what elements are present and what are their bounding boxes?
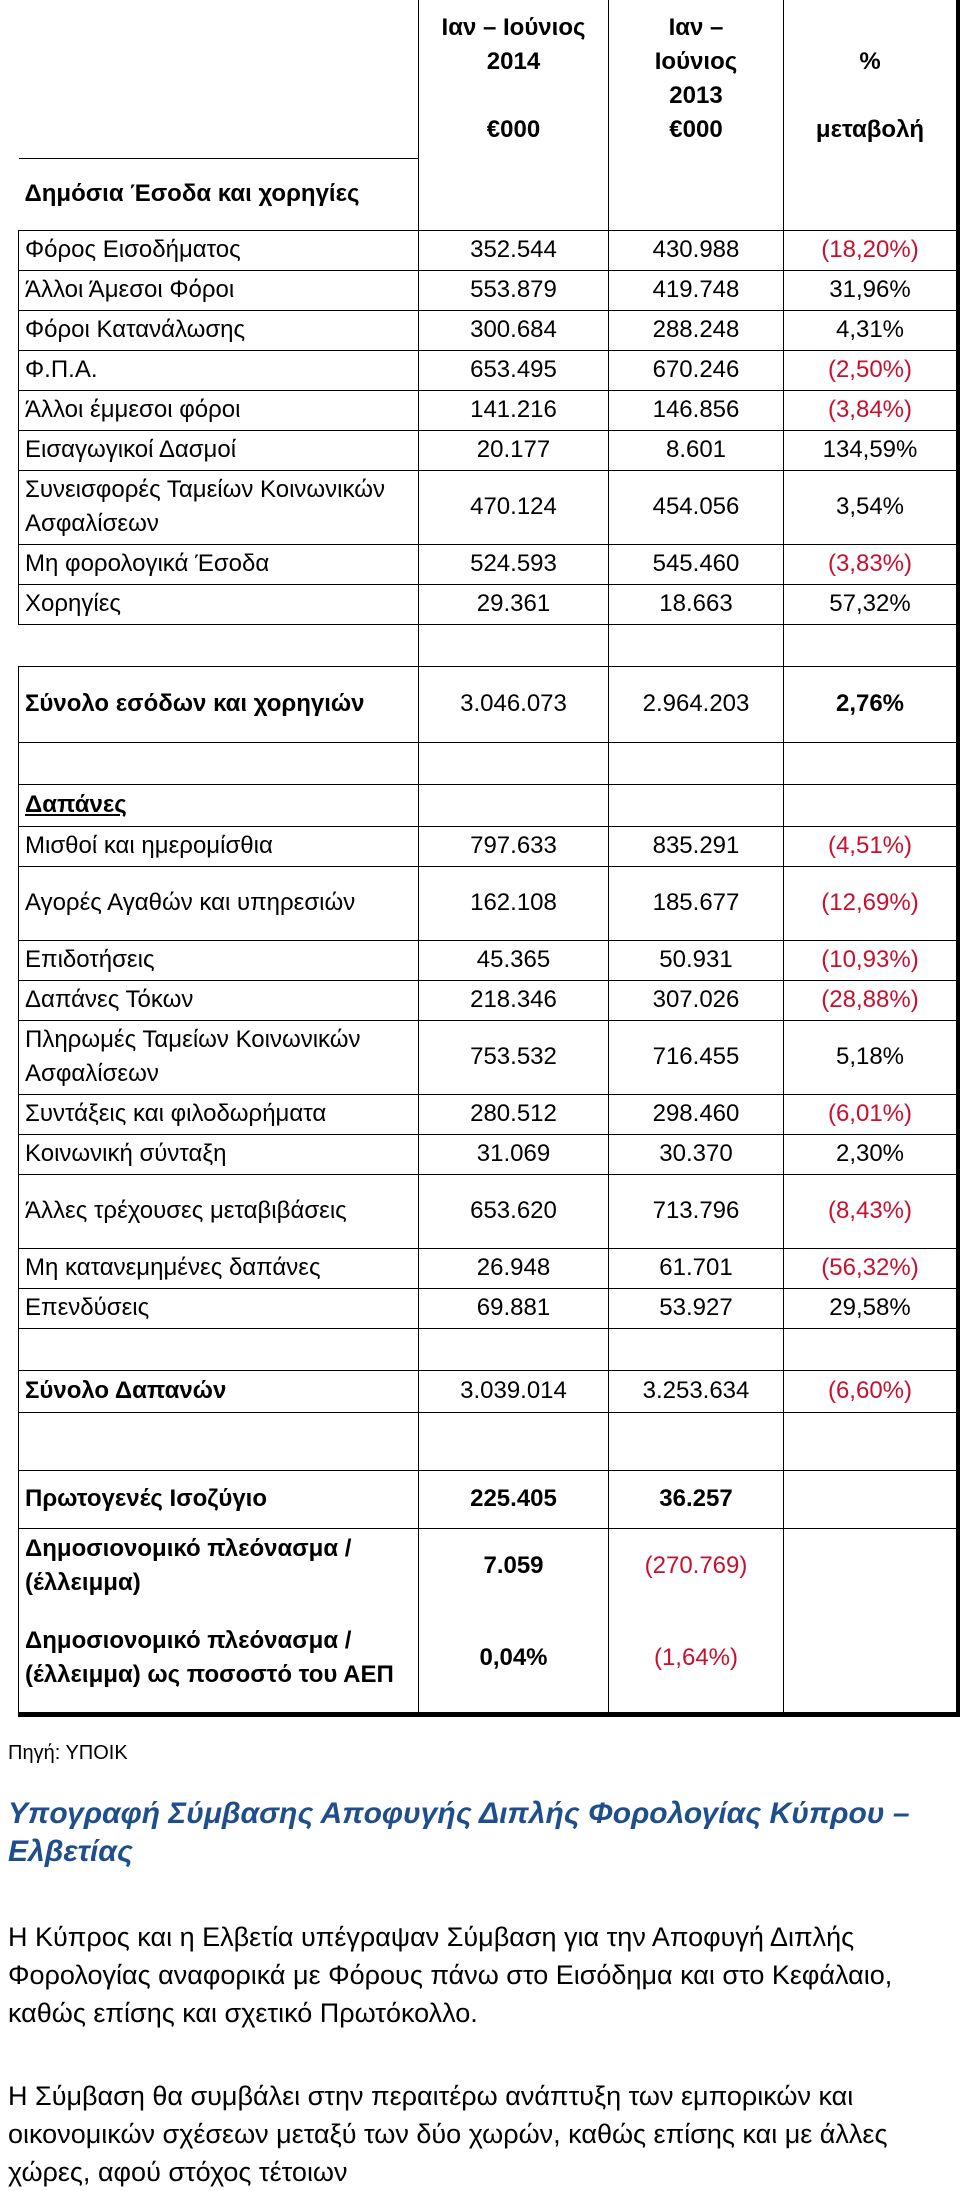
revenue-label: Φ.Π.Α. xyxy=(19,350,419,390)
revenue-change: (3,83%) xyxy=(784,544,959,584)
expenditure-y2013: 307.026 xyxy=(609,980,784,1020)
expenditure-y2014: 69.881 xyxy=(419,1288,609,1328)
expenditure-label: Επενδύσεις xyxy=(19,1288,419,1328)
revenue-label: Εισαγωγικοί Δασμοί xyxy=(19,430,419,470)
primary-balance-row: Πρωτογενές Ισοζύγιο 225.405 36.257 xyxy=(19,1470,959,1528)
expenditure-y2014: 218.346 xyxy=(419,980,609,1020)
revenue-label: Φόροι Κατανάλωσης xyxy=(19,310,419,350)
revenue-row xyxy=(19,584,959,624)
revenue-change: 3,54% xyxy=(784,470,959,544)
expenditure-change: (6,01%) xyxy=(784,1094,959,1134)
revenue-row xyxy=(19,430,959,470)
revenue-label: Φόρος Εισοδήματος xyxy=(19,230,419,270)
expenditure-row xyxy=(19,1094,959,1134)
section-title: Υπογραφή Σύμβασης Αποφυγής Διπλής Φορολογίας Κύπρου – Ελβετίας xyxy=(8,1797,910,1868)
expenditure-row xyxy=(19,1288,959,1328)
revenue-row xyxy=(19,310,959,350)
expenditure-change: (10,93%) xyxy=(784,940,959,980)
revenue-y2014: 470.124 xyxy=(419,470,609,544)
revenue-change: (3,84%) xyxy=(784,390,959,430)
revenue-total-row: Σύνολο εσόδων και χορηγιών 3.046.073 2.964.203 2,76% xyxy=(19,666,959,742)
revenue-y2013: 430.988 xyxy=(609,230,784,270)
revenue-y2014: 553.879 xyxy=(419,270,609,310)
revenue-change: 134,59% xyxy=(784,430,959,470)
revenue-label: Συνεισφορές Ταμείων Κοινωνικών Ασφαλίσεων xyxy=(19,470,419,544)
revenue-y2014: 352.544 xyxy=(419,230,609,270)
header-change: % μεταβολή xyxy=(784,0,959,158)
revenue-y2014: 524.593 xyxy=(419,544,609,584)
revenue-change: (18,20%) xyxy=(784,230,959,270)
revenue-label: Άλλοι έμμεσοι φόροι xyxy=(19,390,419,430)
expenditure-change: (4,51%) xyxy=(784,826,959,866)
expenditure-total-row: Σύνολο Δαπανών 3.039.014 3.253.634 (6,60%) xyxy=(19,1370,959,1412)
expenditure-y2013: 185.677 xyxy=(609,866,784,940)
revenue-y2013: 419.748 xyxy=(609,270,784,310)
expenditure-change: (56,32%) xyxy=(784,1248,959,1288)
revenue-label: Χορηγίες xyxy=(19,584,419,624)
expenditure-y2014: 26.948 xyxy=(419,1248,609,1288)
expenditure-label: Μη κατανεμημένες δαπάνες xyxy=(19,1248,419,1288)
expenditure-label: Αγορές Αγαθών και υπηρεσιών xyxy=(19,866,419,940)
expenditure-y2014: 653.620 xyxy=(419,1174,609,1248)
revenue-row xyxy=(19,390,959,430)
expenditure-row xyxy=(19,826,959,866)
expenditure-change: 29,58% xyxy=(784,1288,959,1328)
expenditure-y2013: 716.455 xyxy=(609,1020,784,1094)
revenue-label: Μη φορολογικά Έσοδα xyxy=(19,544,419,584)
expenditure-label: Συντάξεις και φιλοδωρήματα xyxy=(19,1094,419,1134)
revenue-y2014: 20.177 xyxy=(419,430,609,470)
revenue-row xyxy=(19,230,959,270)
expenditure-row xyxy=(19,1174,959,1248)
paragraph-2: Η Σύμβαση θα συμβάλει στην περαιτέρω ανάπτυξη των εμπορικών και οικονομικών σχέσεων μεταξύ των δύο χωρών, καθώς επίσης και με άλλες χώρες, αφού στόχος τέτοιων xyxy=(8,2081,888,2187)
expenditure-y2013: 835.291 xyxy=(609,826,784,866)
expenditure-row xyxy=(19,1248,959,1288)
expenditure-y2013: 713.796 xyxy=(609,1174,784,1248)
revenue-y2014: 653.495 xyxy=(419,350,609,390)
expenditure-change: (12,69%) xyxy=(784,866,959,940)
expenditure-y2014: 753.532 xyxy=(419,1020,609,1094)
expenditure-y2013: 50.931 xyxy=(609,940,784,980)
expenditure-change: 5,18% xyxy=(784,1020,959,1094)
expenditure-label: Μισθοί και ημερομίσθια xyxy=(19,826,419,866)
revenue-change: 4,31% xyxy=(784,310,959,350)
header-2013: Ιαν – Ιούνιος 2013 €000 xyxy=(609,0,784,158)
expenditure-label: Δαπάνες Τόκων xyxy=(19,980,419,1020)
expenditure-y2014: 797.633 xyxy=(419,826,609,866)
revenue-y2014: 300.684 xyxy=(419,310,609,350)
revenue-row xyxy=(19,544,959,584)
expenditure-row xyxy=(19,1020,959,1094)
expenditure-heading: Δαπάνες xyxy=(19,784,419,826)
expenditure-y2013: 61.701 xyxy=(609,1248,784,1288)
revenue-row xyxy=(19,350,959,390)
expenditure-row xyxy=(19,1134,959,1174)
paragraph-1: Η Κύπρος και η Ελβετία υπέγραψαν Σύμβαση για την Αποφυγή Διπλής Φορολογίας αναφορικά με Φόρους πάνω στο Εισόδημα και στο Κεφάλαιο, καθώς επίσης και σχετικό Πρωτόκολλο. xyxy=(8,1922,893,2028)
revenue-y2013: 545.460 xyxy=(609,544,784,584)
revenue-row xyxy=(19,470,959,544)
revenue-y2013: 18.663 xyxy=(609,584,784,624)
revenue-change: 31,96% xyxy=(784,270,959,310)
fiscal-balance-row: Δημοσιονομικό πλεόνασμα / (έλλειμμα) 7.059 (270.769) xyxy=(19,1528,959,1604)
expenditure-y2013: 53.927 xyxy=(609,1288,784,1328)
expenditure-change: (8,43%) xyxy=(784,1174,959,1248)
expenditure-y2013: 30.370 xyxy=(609,1134,784,1174)
revenue-y2013: 146.856 xyxy=(609,390,784,430)
expenditure-y2014: 280.512 xyxy=(419,1094,609,1134)
expenditure-change: (28,88%) xyxy=(784,980,959,1020)
revenue-change: (2,50%) xyxy=(784,350,959,390)
revenue-change: 57,32% xyxy=(784,584,959,624)
header-2014: Ιαν – Ιούνιος 2014 €000 xyxy=(419,0,609,158)
revenue-y2013: 454.056 xyxy=(609,470,784,544)
revenue-y2013: 670.246 xyxy=(609,350,784,390)
expenditure-y2014: 162.108 xyxy=(419,866,609,940)
revenue-y2013: 8.601 xyxy=(609,430,784,470)
expenditure-row xyxy=(19,866,959,940)
expenditure-change: 2,30% xyxy=(784,1134,959,1174)
fiscal-results-table xyxy=(18,0,960,1717)
revenue-heading: Δημόσια Έσοδα και χορηγίες xyxy=(19,158,419,230)
revenue-row xyxy=(19,270,959,310)
expenditure-y2014: 31.069 xyxy=(419,1134,609,1174)
expenditure-label: Άλλες τρέχουσες μεταβιβάσεις xyxy=(19,1174,419,1248)
expenditure-label: Κοινωνική σύνταξη xyxy=(19,1134,419,1174)
fiscal-balance-gdp-row: Δημοσιονομικό πλεόνασμα / (έλλειμμα) ως ποσοστό του ΑΕΠ 0,04% (1,64%) xyxy=(19,1604,959,1714)
revenue-label: Άλλοι Άμεσοι Φόροι xyxy=(19,270,419,310)
revenue-y2014: 29.361 xyxy=(419,584,609,624)
expenditure-label: Πληρωμές Ταμείων Κοινωνικών Ασφαλίσεων xyxy=(19,1020,419,1094)
revenue-y2013: 288.248 xyxy=(609,310,784,350)
expenditure-label: Επιδοτήσεις xyxy=(19,940,419,980)
expenditure-y2013: 298.460 xyxy=(609,1094,784,1134)
expenditure-y2014: 45.365 xyxy=(419,940,609,980)
expenditure-row xyxy=(19,980,959,1020)
source-note: Πηγή: ΥΠΟΙΚ xyxy=(8,1742,128,1764)
revenue-y2014: 141.216 xyxy=(419,390,609,430)
expenditure-row xyxy=(19,940,959,980)
